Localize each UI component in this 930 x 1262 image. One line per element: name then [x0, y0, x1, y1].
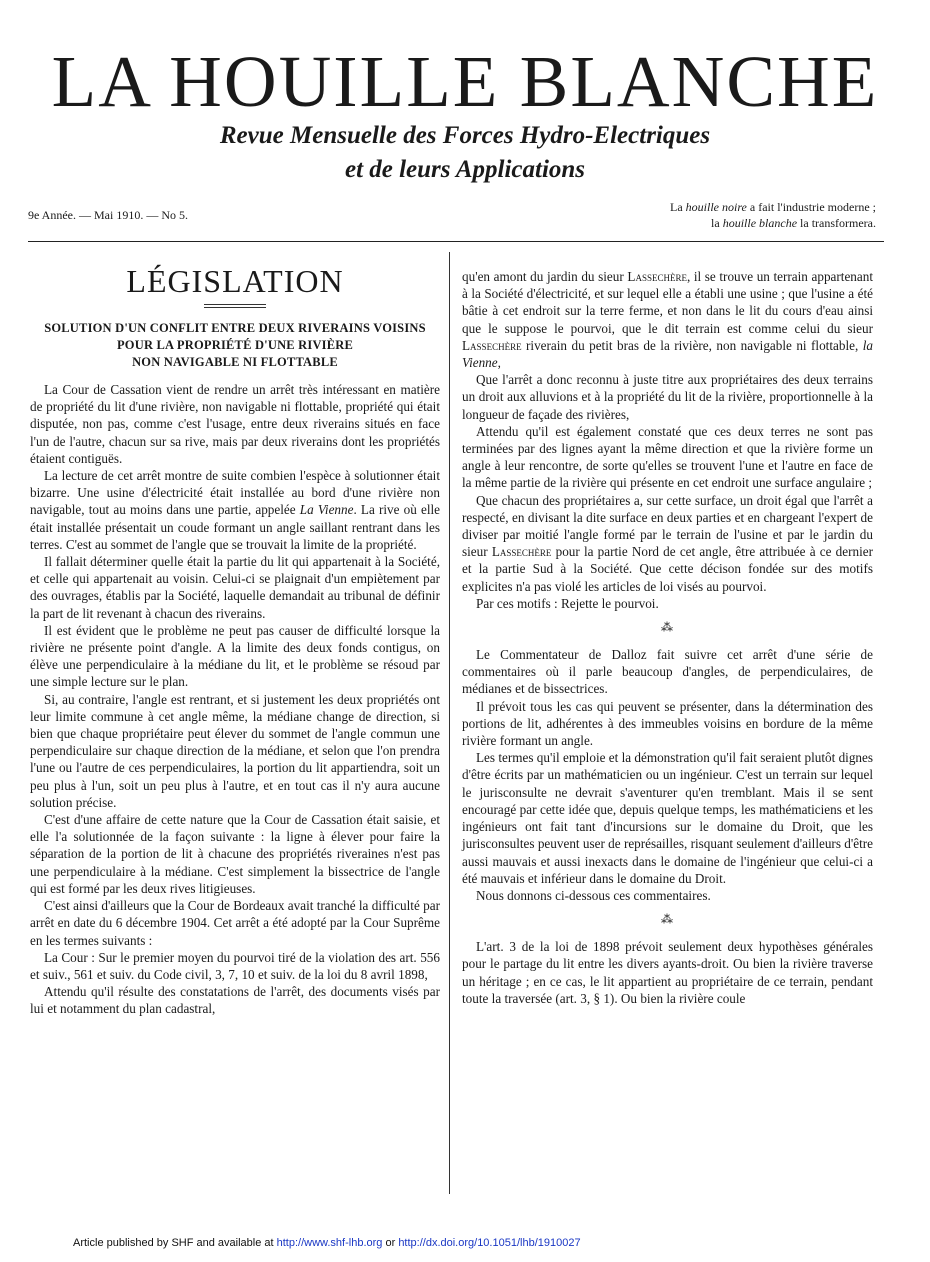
paragraph: C'est ainsi d'ailleurs que la Cour de Bordeaux avait tranché la difficulté par arrêt en date du 6 décembre 1904. Cet arrêt a été adopté par la Cour Suprême en les termes suivants :: [30, 898, 440, 948]
publication-footer: [73, 1237, 581, 1249]
motto-text: La: [670, 200, 686, 214]
paragraph: Les termes qu'il emploie et la démonstration qu'il fait seraient plutôt dignes d'être écrits par un mathématicien ou un ingénieur. C'est un terrain sur lequel le jurisconsulte ne devrait s'aventurer qu'en tremblant. Mais il se sent encouragé par cette idée que, depuis quelque temps, les mathématiciens et les ingénieurs ont fait tant d'incursions sur le domaine du Droit, que les jurisconsultes peuvent user de représailles, risquant seulement d'ailleurs d'être aussi mauvais et aussi inexacts dans le domaine de l'ingénieur que celui-ci a été mauvais et inférieur dans le domaine du Droit.: [462, 750, 873, 886]
section-asterism: ⁂: [661, 912, 674, 927]
paragraph: Il prévoit tous les cas qui peuvent se présenter, dans la détermination des portions de lit, adhérentes à des immeubles voisins en bordure de la même rivière formant un angle.: [462, 698, 873, 749]
journal-subtitle-line1: Revue Mensuelle des Forces Hydro-Electriques: [219, 122, 711, 149]
paragraph: Il est évident que le problème ne peut pas causer de difficulté lorsque la rivière ne présente point d'angle. A la limite des deux fonds contigus, on élève une perpendiculaire à la médiane du lit, et le problème se résoud par une simple lecture sur le plan.: [30, 622, 440, 690]
paragraph: Par ces motifs : Rejette le pourvoi.: [476, 595, 659, 611]
issue-info: 9e Année. — Mai 1910. — No 5.: [28, 208, 188, 222]
paragraph: Le Commentateur de Dalloz fait suivre cet arrêt d'une série de commentaires où il parle beaucoup d'angles, de perpendiculaires, de médianes et de bissectrices.: [462, 647, 873, 697]
article-title-line: NON NAVIGABLE NI FLOTTABLE: [132, 355, 338, 369]
paragraph: Que l'arrêt a donc reconnu à juste titre aux propriétaires des deux terrains un droit aux alluvions et à la propriété du lit de la rivière, proportionnelle à la longueur de façade des rivières,: [462, 372, 873, 422]
motto-text: a fait l'industrie moderne ;: [746, 200, 876, 214]
paragraph: C'est d'une affaire de cette nature que la Cour de Cassation était saisie, et elle l'a solutionnée de la façon suivante : la ligne à élever pour faire la séparation de la portion de lit à chacune des propriétés riveraines n'est pas une perpendiculaire à la médiane. C'est simplement la bissectrice de l'angle qui est formé par les deux rives litigieuses.: [30, 812, 440, 896]
article-title-line: SOLUTION D'UN CONFLIT ENTRE DEUX RIVERAINS VOISINS: [44, 321, 426, 335]
paragraph: La lecture de cet arrêt montre de suite combien l'espèce à solutionner était bizarre. Une usine d'électricité était installée au bord d'une rivière non navigable, tout au moins dans une partie, appelée La Vienne. La rive où elle était installée présentait un coude formant un angle saillant rentrant dans les terres. C'est au sommet de l'angle que se trouvait la limite de la propriété.: [30, 468, 440, 552]
article-title-line: POUR LA PROPRIÉTÉ D'UNE RIVIÈRE: [116, 338, 354, 352]
footer-text: Article published by SHF and available at: [73, 1237, 277, 1249]
article-title: [30, 320, 440, 371]
doi-link[interactable]: http://dx.doi.org/10.1051/lhb/1910027: [398, 1237, 581, 1249]
section-heading: LÉGISLATION: [126, 263, 344, 299]
motto-text: la transformera.: [797, 216, 876, 230]
motto-text: la: [711, 216, 723, 230]
section-asterism: ⁂: [661, 620, 674, 635]
footer-text: or: [382, 1237, 399, 1249]
right-column: [462, 268, 873, 1007]
journal-subtitle-line2: et de leurs Applications: [344, 156, 586, 183]
paragraph: La Cour de Cassation vient de rendre un arrêt très intéressant en matière de propriété du lit d'une rivière, non navigable ni flottable, propriété qui était disputée, non pas, comme c'est l'usage, entre deux riverains situés en face l'un de l'autre, chacun sur sa rive, mais par deux riverains dont les propriétés étaient contiguës.: [30, 382, 440, 466]
motto-emph: houille blanche: [722, 216, 798, 230]
paragraph: La Cour : Sur le premier moyen du pourvoi tiré de la violation des art. 556 et suiv., 561 et suiv. du Code civil, 3, 7, 10 et suiv. de la loi du 8 avril 1898,: [30, 949, 440, 982]
header-divider: [28, 241, 884, 242]
shf-link[interactable]: http://www.shf-lhb.org: [276, 1237, 383, 1249]
paragraph: Que chacun des propriétaires a, sur cette surface, un droit égal que l'arrêt a respecté, en divisant la dite surface en deux parties et en chargeant l'expert de diviser par moitié l'angle formé par le terrain de l'usine et par le jardin du sieur Lassechère pour la partie Nord de cet angle, être attribuée à ce dernier et la partie Sud à la Société. Que cette décison fondée sur des motifs explicites n'a pas violé les articles de loi visés au pourvoi.: [462, 492, 873, 594]
left-column: [30, 260, 440, 1018]
column-divider: [449, 252, 450, 1194]
paragraph: L'art. 3 de la loi de 1898 prévoit seulement deux hypothèses générales pour le partage du lit entre les divers ayants-droit. Ou bien la rivière traverse un héritage ; en ce cas, le lit appartient au propriétaire de ce terrain, pendant toute la traversée (art. 3, § 1). Ou bien la rivière coule: [462, 939, 873, 1006]
paragraph: Attendu qu'il résulte des constatations de l'arrêt, des documents visés par lui et notamment du plan cadastral,: [30, 984, 440, 1017]
paragraph: Il fallait déterminer quelle était la partie du lit qui appartenait à la Société, et celle qui appartenait au voisin. Celui-ci se plaignait d'un empiètement par des ouvrages, établis par la Société, laquelle demandait au tribunal de définir la part de lit revenant à chacun des riverains.: [30, 554, 440, 621]
paragraph: Attendu qu'il est également constaté que ces deux terres ne sont pas terminées par des lignes ayant la même direction et que la rivière forme un angle à leur rencontre, de sorte qu'elles se trouvent l'une et l'autre en face de la même partie de la rivière qui présente en cet endroit une surface angulaire ;: [462, 423, 873, 491]
journal-motto: [670, 199, 876, 231]
paragraph: Si, au contraire, l'angle est rentrant, et si justement les deux propriétés ont leur limite commune à cet angle même, la médiane change de direction, si bien que chaque propriétaire peut élever du sommet de l'angle commun une perpendiculaire sur chaque direction de la médiane, et selon que l'on prendra l'une ou l'autre de ces perpendiculaires, la portion du lit appartiendra, soit un peu plus à l'un, soit un peu plus à l'autre, et en tout cas il n'y aura aucune solution précise.: [30, 691, 440, 810]
paragraph: qu'en amont du jardin du sieur Lassechère, il se trouve un terrain appartenant à la Société d'électricité, et sur lequel elle a établi une usine ; que l'usine a été bâtie à cet endroit sur la terre ferme, et non dans le lit du cours d'eau ainsi que le suppose le pourvoi, que le dit terrain est comme celui du sieur Lassechère riverain du petit bras de la rivière, non navigable ni flottable, la Vienne,: [462, 269, 874, 371]
heading-rule: [204, 304, 266, 308]
motto-emph: houille noire: [685, 200, 747, 214]
paragraph: Nous donnons ci-dessous ces commentaires.: [476, 887, 711, 903]
journal-title: LA HOUILLE BLANCHE: [51, 41, 879, 122]
